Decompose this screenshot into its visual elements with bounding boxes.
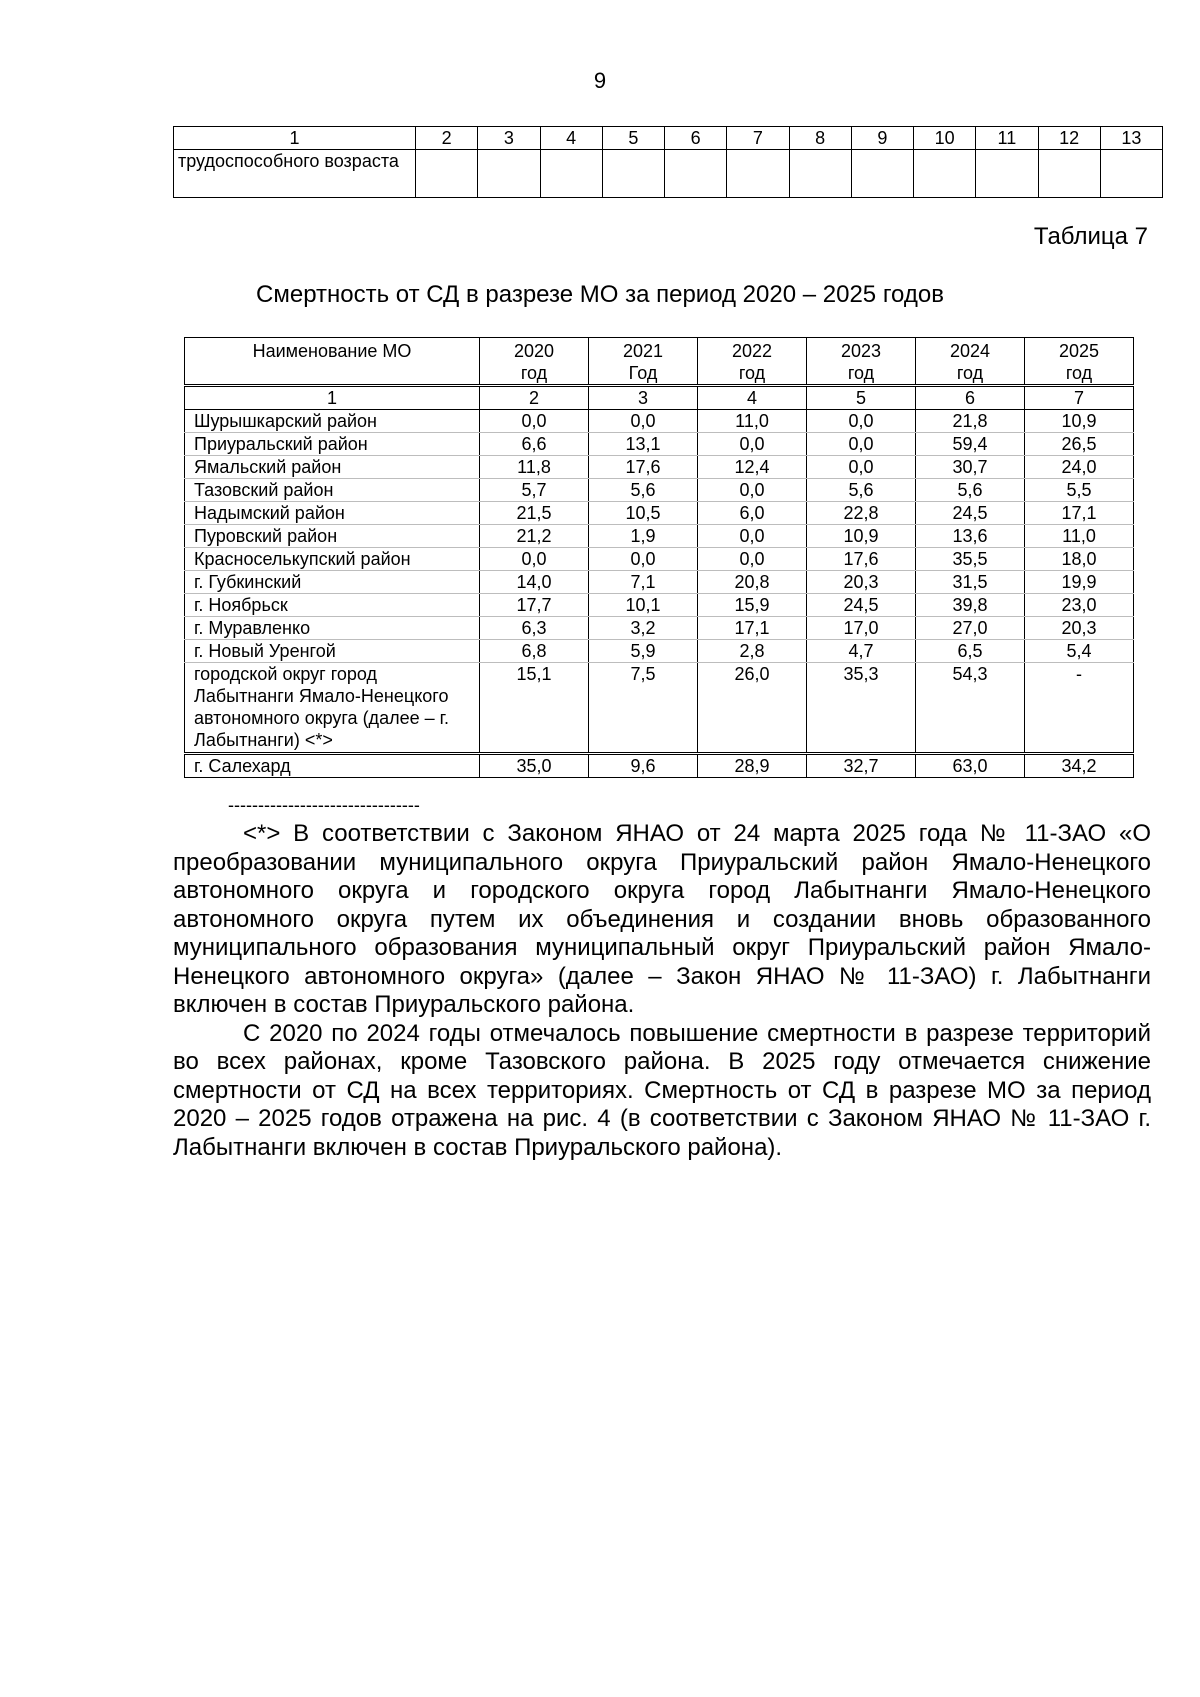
table-row — [185, 456, 1134, 479]
row-value: 5,6 — [807, 479, 916, 502]
row-value: 5,9 — [589, 640, 698, 663]
header-cell-year: 2024 год — [916, 338, 1025, 386]
table-row — [185, 548, 1134, 571]
continued-table-fragment — [173, 126, 1163, 198]
column-number-cell: 4 — [540, 127, 602, 150]
row-value: 0,0 — [698, 433, 807, 456]
column-number-cell: 12 — [1038, 127, 1100, 150]
row-value: 0,0 — [807, 410, 916, 433]
row-value: 20,8 — [698, 571, 807, 594]
row-value: 0,0 — [480, 548, 589, 571]
header-cell-year: 2023 год — [807, 338, 916, 386]
column-number-cell: 6 — [665, 127, 727, 150]
table-row — [185, 663, 1134, 754]
header-cell-year: 2025 год — [1025, 338, 1134, 386]
empty-cell — [416, 150, 478, 198]
table-row — [185, 502, 1134, 525]
row-value: 26,0 — [698, 663, 807, 754]
row-name: Надымский район — [185, 502, 480, 525]
column-number-cell: 2 — [480, 386, 589, 410]
row-value: 35,5 — [916, 548, 1025, 571]
column-number-cell: 6 — [916, 386, 1025, 410]
row-value: 10,5 — [589, 502, 698, 525]
row-value: 5,7 — [480, 479, 589, 502]
column-number-cell: 13 — [1100, 127, 1162, 150]
row-value: 7,1 — [589, 571, 698, 594]
row-name: городской округ город Лабытнанги Ямало-Ненецкого автономного округа (далее – г. Лабытнанги) <*> — [185, 663, 480, 754]
page-number: 9 — [593, 68, 607, 93]
row-value: 18,0 — [1025, 548, 1134, 571]
row-value: 31,5 — [916, 571, 1025, 594]
row-value: 17,1 — [698, 617, 807, 640]
row-value: 9,6 — [589, 754, 698, 778]
row-label: трудоспособного возраста — [174, 150, 416, 198]
row-value: 0,0 — [698, 525, 807, 548]
empty-cell — [665, 150, 727, 198]
row-value: 6,8 — [480, 640, 589, 663]
column-number-row — [174, 127, 1163, 150]
row-value: 13,1 — [589, 433, 698, 456]
row-value: 0,0 — [807, 456, 916, 479]
column-number-cell: 7 — [1025, 386, 1134, 410]
row-value: 28,9 — [698, 754, 807, 778]
row-value: 20,3 — [807, 571, 916, 594]
column-number-cell: 4 — [698, 386, 807, 410]
row-value: - — [1025, 663, 1134, 754]
row-name: Приуральский район — [185, 433, 480, 456]
row-name: Шурышкарский район — [185, 410, 480, 433]
empty-cell — [478, 150, 540, 198]
row-value: 27,0 — [916, 617, 1025, 640]
row-value: 0,0 — [698, 548, 807, 571]
column-number-cell: 1 — [185, 386, 480, 410]
row-value: 20,3 — [1025, 617, 1134, 640]
row-name: Красноселькупский район — [185, 548, 480, 571]
row-value: 17,0 — [807, 617, 916, 640]
row-value: 15,1 — [480, 663, 589, 754]
column-number-row — [185, 386, 1134, 410]
footnote-separator: -------------------------------- — [228, 795, 420, 815]
row-value: 22,8 — [807, 502, 916, 525]
header-cell-year: 2022 год — [698, 338, 807, 386]
table-title: Смертность от СД в разрезе МО за период 2020 – 2025 годов — [256, 281, 944, 308]
column-number-cell: 11 — [976, 127, 1038, 150]
row-value: 10,1 — [589, 594, 698, 617]
column-number-cell: 5 — [807, 386, 916, 410]
table-row — [185, 617, 1134, 640]
empty-cell — [540, 150, 602, 198]
row-value: 12,4 — [698, 456, 807, 479]
table-row — [185, 594, 1134, 617]
row-value: 24,0 — [1025, 456, 1134, 479]
row-value: 11,8 — [480, 456, 589, 479]
row-value: 59,4 — [916, 433, 1025, 456]
row-value: 6,0 — [698, 502, 807, 525]
empty-cell — [727, 150, 789, 198]
row-name: Ямальский район — [185, 456, 480, 479]
row-value: 26,5 — [1025, 433, 1134, 456]
row-value: 0,0 — [698, 479, 807, 502]
row-name: г. Салехард — [185, 754, 480, 778]
row-value: 0,0 — [589, 548, 698, 571]
row-value: 63,0 — [916, 754, 1025, 778]
row-value: 5,6 — [589, 479, 698, 502]
row-value: 54,3 — [916, 663, 1025, 754]
row-value: 35,0 — [480, 754, 589, 778]
row-value: 4,7 — [807, 640, 916, 663]
row-value: 0,0 — [807, 433, 916, 456]
row-value: 32,7 — [807, 754, 916, 778]
row-value: 19,9 — [1025, 571, 1134, 594]
header-row — [185, 338, 1134, 386]
table-row — [185, 640, 1134, 663]
column-number-cell: 3 — [589, 386, 698, 410]
empty-cell — [1038, 150, 1100, 198]
row-value: 6,6 — [480, 433, 589, 456]
table-row — [185, 410, 1134, 433]
row-name: г. Ноябрьск — [185, 594, 480, 617]
empty-cell — [851, 150, 913, 198]
row-name: Тазовский район — [185, 479, 480, 502]
row-value: 23,0 — [1025, 594, 1134, 617]
table-row — [185, 433, 1134, 456]
row-value: 5,5 — [1025, 479, 1134, 502]
row-value: 3,2 — [589, 617, 698, 640]
row-value: 11,0 — [1025, 525, 1134, 548]
row-value: 10,9 — [807, 525, 916, 548]
column-number-cell: 9 — [851, 127, 913, 150]
column-number-cell: 8 — [789, 127, 851, 150]
row-value: 17,7 — [480, 594, 589, 617]
row-name: Пуровский район — [185, 525, 480, 548]
row-value: 13,6 — [916, 525, 1025, 548]
row-value: 6,5 — [916, 640, 1025, 663]
column-number-cell: 10 — [914, 127, 976, 150]
row-value: 10,9 — [1025, 410, 1134, 433]
row-value: 21,2 — [480, 525, 589, 548]
footnote-paragraph: <*> В соответствии с Законом ЯНАО от 24 марта 2025 года № 11-ЗАО «О преобразовании муниципального округа Приуральский район Ямало-Ненецкого автономного округа и городского округа город Лабытнанги Ямало-Ненецкого автономного округа путем их объединения и создании вновь образованного муниципального образования муниципальный округ Приуральский район Ямало-Ненецкого автономного округа» (далее – Закон ЯНАО № 11-ЗАО) г. Лабытнанги включен в состав Приуральского района. — [173, 820, 1151, 1018]
row-name: г. Муравленко — [185, 617, 480, 640]
row-value: 14,0 — [480, 571, 589, 594]
row-value: 24,5 — [916, 502, 1025, 525]
row-value: 39,8 — [916, 594, 1025, 617]
row-value: 21,5 — [480, 502, 589, 525]
table-row-salekhard — [185, 754, 1134, 778]
row-name: г. Губкинский — [185, 571, 480, 594]
header-cell-year: 2020 год — [480, 338, 589, 386]
row-name: г. Новый Уренгой — [185, 640, 480, 663]
row-value: 5,4 — [1025, 640, 1134, 663]
body-text — [173, 820, 1151, 1162]
table-row — [185, 479, 1134, 502]
table-row — [185, 571, 1134, 594]
empty-cell — [789, 150, 851, 198]
column-number-cell: 3 — [478, 127, 540, 150]
row-value: 17,6 — [807, 548, 916, 571]
header-cell-year: 2021 Год — [589, 338, 698, 386]
header-cell-name: Наименование МО — [185, 338, 480, 386]
row-value: 21,8 — [916, 410, 1025, 433]
row-value: 17,1 — [1025, 502, 1134, 525]
body-paragraph: С 2020 по 2024 годы отмечалось повышение смертности в разрезе территорий во всех районах, кроме Тазовского района. В 2025 году отмечается снижение смертности от СД на всех территориях. Смертность от СД в разрезе МО за период 2020 – 2025 годов отражена на рис. 4 (в соответствии с Законом ЯНАО № 11-ЗАО г. Лабытнанги включен в состав Приуральского района). — [173, 1019, 1151, 1161]
row-value: 30,7 — [916, 456, 1025, 479]
row-value: 17,6 — [589, 456, 698, 479]
empty-cell — [1100, 150, 1162, 198]
row-value: 34,2 — [1025, 754, 1134, 778]
row-value: 0,0 — [480, 410, 589, 433]
column-number-cell: 5 — [602, 127, 664, 150]
table-caption: Таблица 7 — [1033, 223, 1148, 250]
column-number-cell: 7 — [727, 127, 789, 150]
row-value: 7,5 — [589, 663, 698, 754]
row-value: 24,5 — [807, 594, 916, 617]
row-value: 35,3 — [807, 663, 916, 754]
empty-cell — [602, 150, 664, 198]
column-number-cell: 1 — [174, 127, 416, 150]
row-value: 11,0 — [698, 410, 807, 433]
row-value: 1,9 — [589, 525, 698, 548]
row-value: 2,8 — [698, 640, 807, 663]
empty-cell — [976, 150, 1038, 198]
empty-cell — [914, 150, 976, 198]
row-value: 6,3 — [480, 617, 589, 640]
column-number-cell: 2 — [416, 127, 478, 150]
row-value: 5,6 — [916, 479, 1025, 502]
table-row — [174, 150, 1163, 198]
table-row — [185, 525, 1134, 548]
row-value: 15,9 — [698, 594, 807, 617]
mortality-table — [184, 337, 1134, 778]
row-value: 0,0 — [589, 410, 698, 433]
